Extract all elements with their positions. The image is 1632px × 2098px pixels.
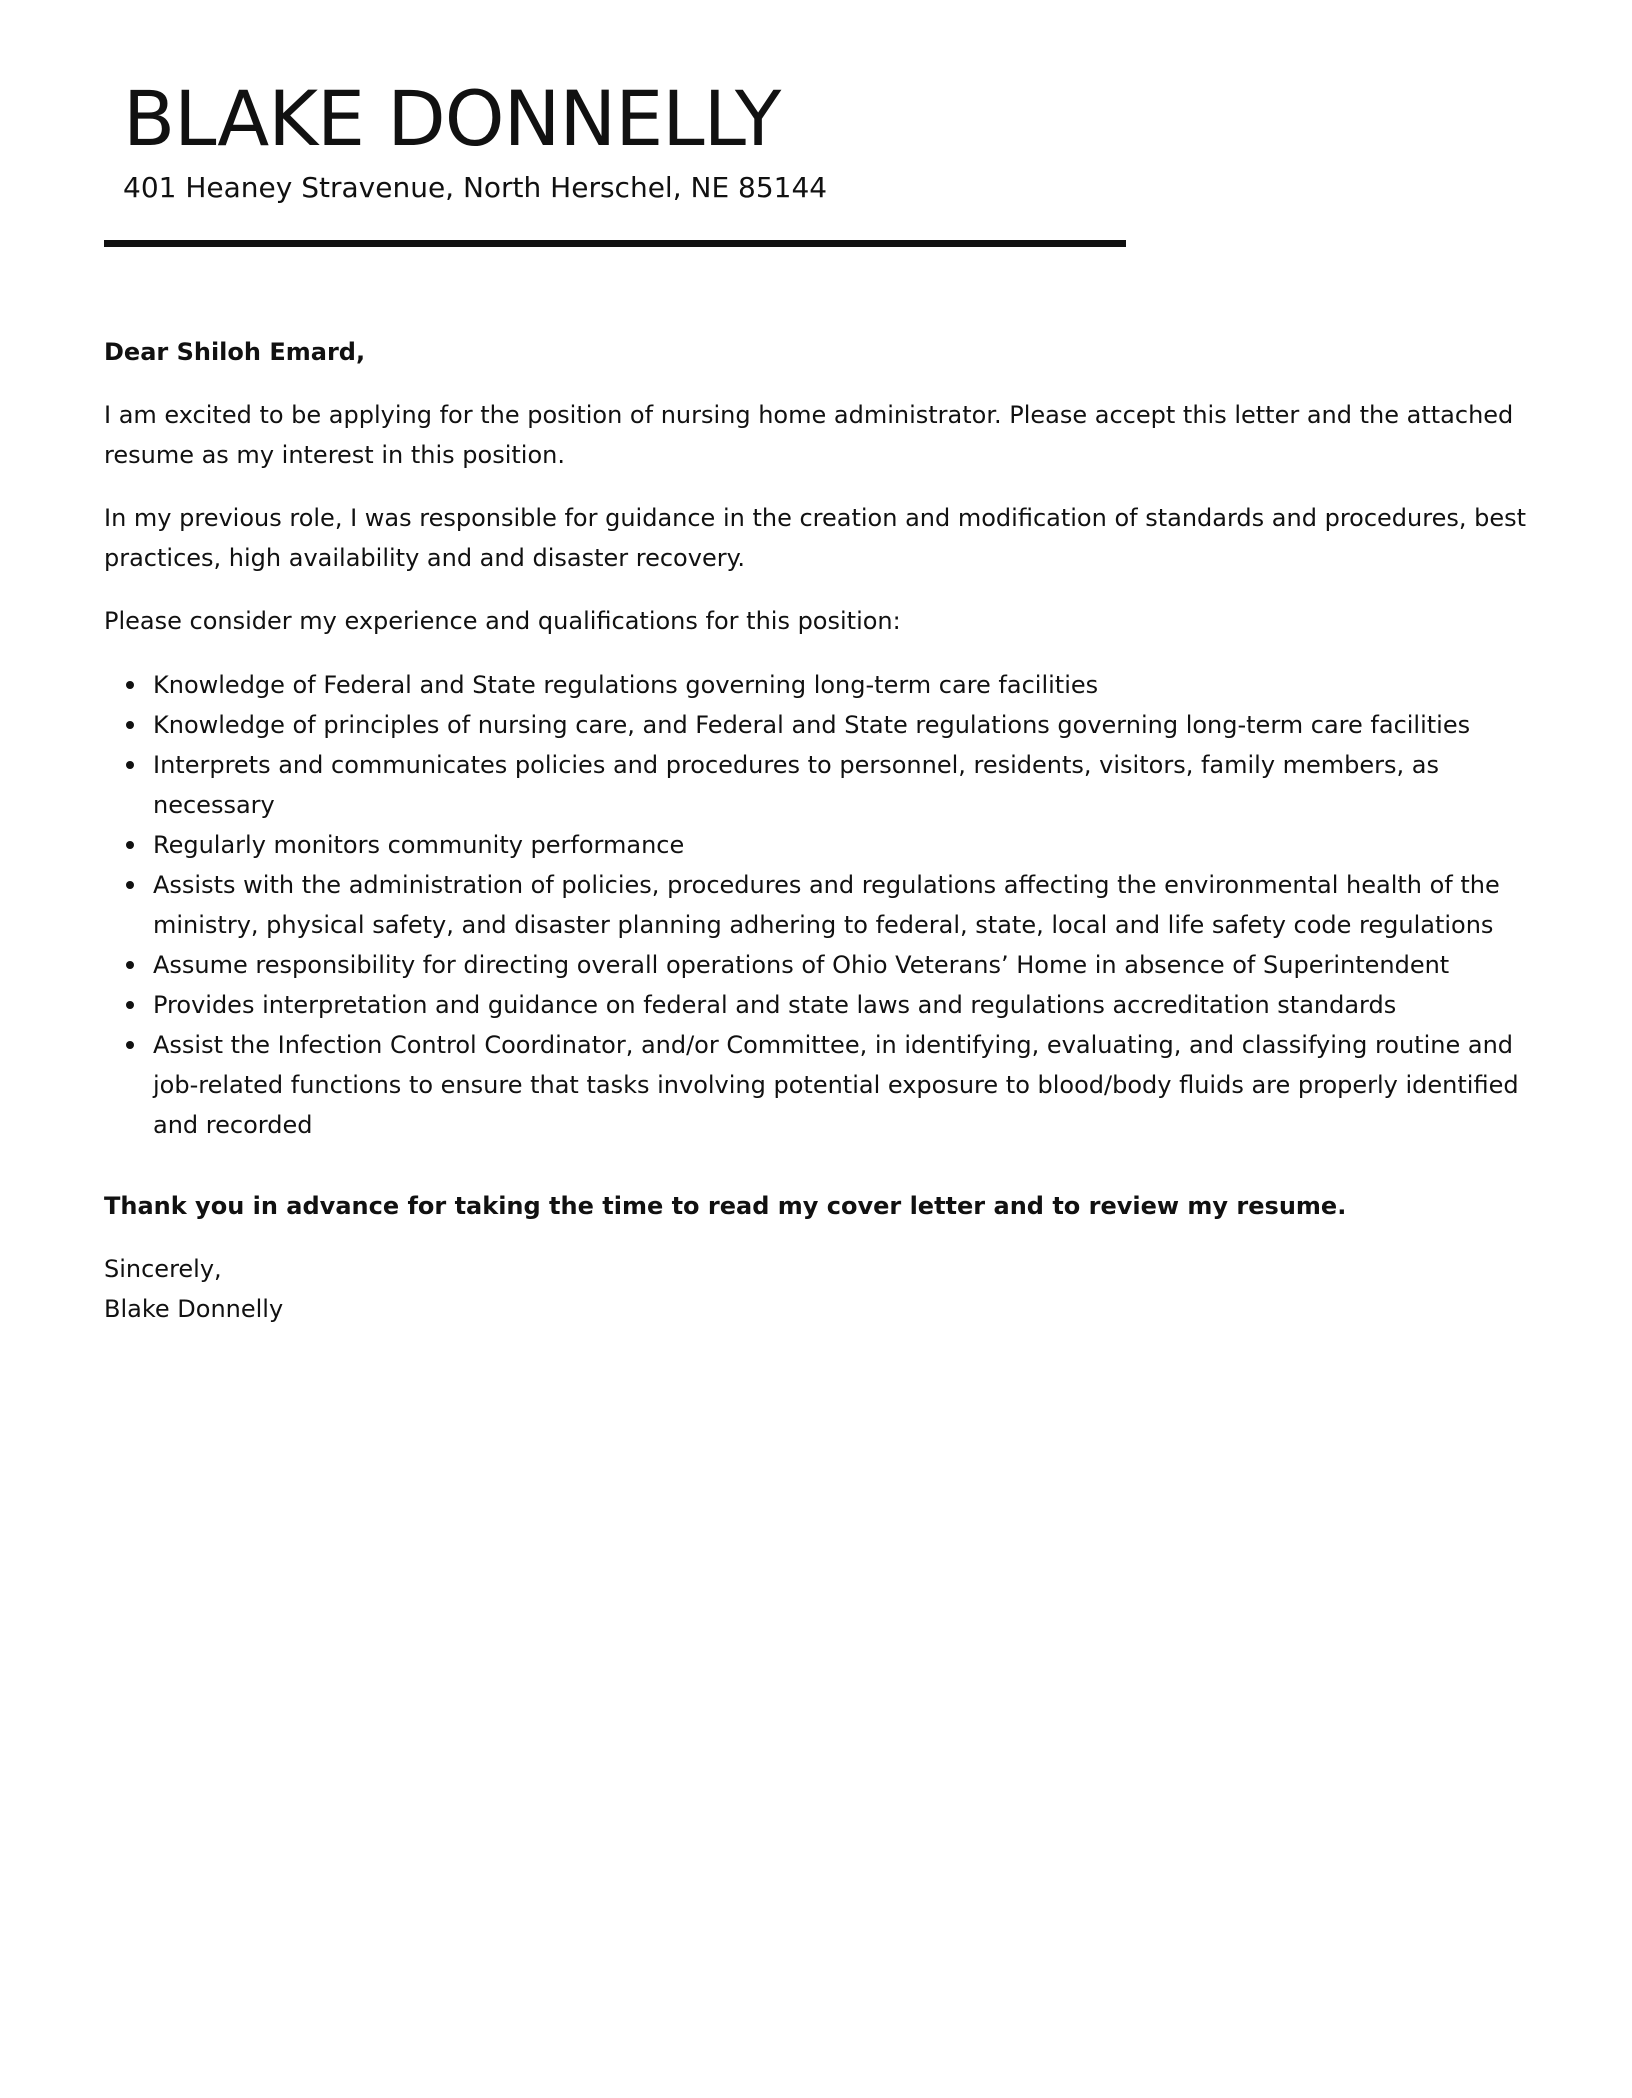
bullet-icon [126,841,134,849]
header-divider [104,240,1126,247]
letter-header [123,72,1123,206]
list-item-text: Assists with the administration of policies, procedures and regulations affecting the environmental health of the ministry, physical safety, and disaster planning adhering to federal, state, local and life safety code regulations [153,871,1500,939]
bullet-icon [126,761,134,769]
list-item [153,665,1544,705]
signature-name: Blake Donnelly [104,1295,284,1323]
letter-body [104,332,1544,1329]
bullet-icon [126,681,134,689]
list-item-text: Interprets and communicates policies and procedures to personnel, residents, visitors, family members, as necessary [153,751,1440,819]
list-item-text: Knowledge of Federal and State regulations governing long-term care facilities [153,671,1099,699]
salutation: Dear Shiloh Emard, [104,338,366,366]
list-item [153,825,1544,865]
qualifications-intro: Please consider my experience and qualifications for this position: [104,607,901,635]
applicant-address: 401 Heaney Stravenue, North Herschel, NE 85144 [123,171,828,204]
list-item-text: Provides interpretation and guidance on federal and state laws and regulations accreditation standards [153,991,1397,1019]
signoff: Sincerely, [104,1255,222,1283]
list-item [153,745,1544,825]
applicant-name: BLAKE DONNELLY [123,74,781,163]
bullet-icon [126,1001,134,1009]
closing-line: Thank you in advance for taking the time to read my cover letter and to review my resume. [104,1192,1347,1220]
bullet-icon [126,1041,134,1049]
list-item [153,865,1544,945]
bullet-icon [126,961,134,969]
list-item-text: Regularly monitors community performance [153,831,685,859]
list-item-text: Assist the Infection Control Coordinator, and/or Committee, in identifying, evaluating, and classifying routine and job-related functions to ensure that tasks involving potential exposure to blood/body fluids are properly identified and recorded [153,1031,1519,1139]
list-item [153,1025,1544,1145]
intro-paragraph: I am excited to be applying for the position of nursing home administrator. Please accept this letter and the attached resume as my interest in this position. [104,401,1514,469]
list-item [153,705,1544,745]
list-item [153,945,1544,985]
experience-paragraph: In my previous role, I was responsible for guidance in the creation and modification of standards and procedures, best practices, high availability and and disaster recovery. [104,504,1527,572]
bullet-icon [126,721,134,729]
bullet-icon [126,881,134,889]
signoff-block [104,1249,1544,1329]
list-item [153,985,1544,1025]
list-item-text: Knowledge of principles of nursing care, and Federal and State regulations governing long-term care facilities [153,711,1471,739]
qualifications-list [104,665,1544,1145]
list-item-text: Assume responsibility for directing overall operations of Ohio Veterans’ Home in absence of Superintendent [153,951,1450,979]
